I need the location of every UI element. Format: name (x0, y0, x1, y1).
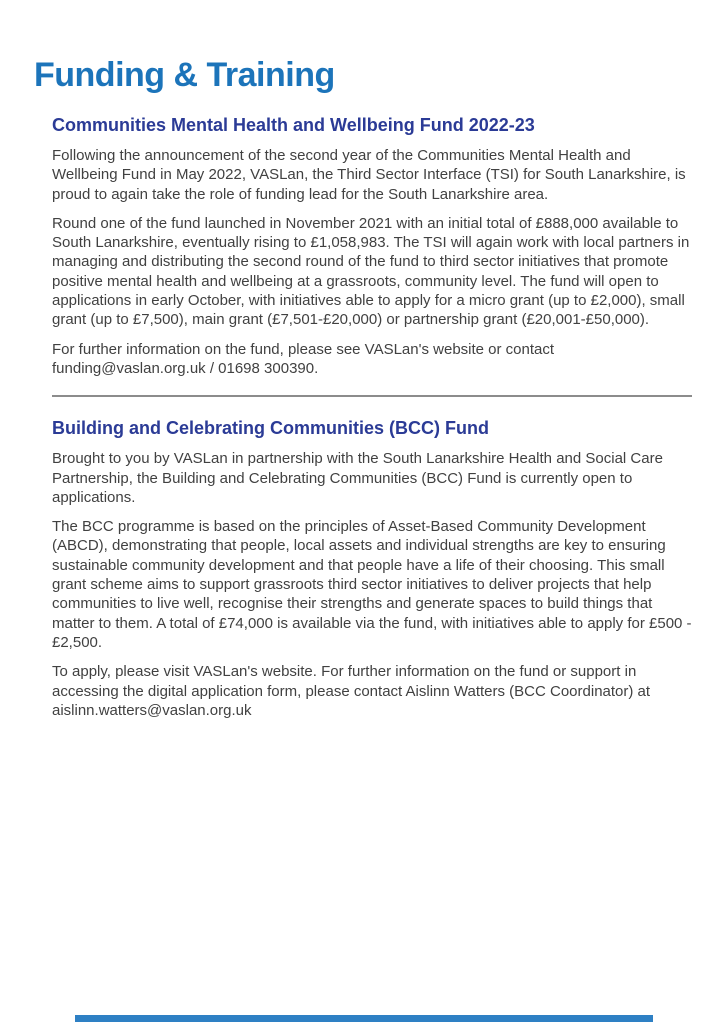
paragraph-cmhw-contact: For further information on the fund, please see VASLan's website or contact funding@vaslan.org.uk / 01698 300390. (52, 340, 555, 377)
section-heading-cmhw-fund: Communities Mental Health and Wellbeing Fund 2022-23 (52, 115, 535, 135)
page-title: Funding & Training (34, 56, 335, 94)
next-section-bar-partial (75, 1015, 653, 1022)
page-content (52, 115, 692, 720)
paragraph-cmhw-round-one: Round one of the fund launched in November 2021 with an initial total of £888,000 available to South Lanarkshire, eventually rising to £1,058,983. The TSI will again work with local partners in managing and distributing the second round of the fund to third sector initiatives that promote positive mental health and wellbeing at a grassroots, community level. The fund will open to applications in early October, with initiatives able to apply for a micro grant (up to £2,000), small grant (up to £7,500), main grant (£7,501-£20,000) or partnership grant (£20,001-£50,000). (52, 214, 690, 329)
section-communities-mental-health-fund (52, 115, 692, 378)
section-bcc-fund (52, 418, 692, 720)
section-heading-bcc-fund: Building and Celebrating Communities (BCC) Fund (52, 418, 489, 439)
paragraph-bcc-intro: Brought to you by VASLan in partnership with the South Lanarkshire Health and Social Care Partnership, the Building and Celebrating Communities (BCC) Fund is currently open to applications. (52, 450, 663, 506)
paragraph-bcc-programme: The BCC programme is based on the principles of Asset-Based Community Development (ABCD), demonstrating that people, local assets and individual strengths are key to ensuring sustainable community development and that people have a life of their choosing. This small grant scheme aims to support grassroots third sector initiatives to deliver projects that help communities to live well, recognise their strengths and generate spaces to build things that matter to them. A total of £74,000 is available via the fund, with initiatives able to apply for £500 - £2,500. (52, 518, 692, 651)
section-divider (52, 395, 692, 397)
paragraph-cmhw-intro: Following the announcement of the second year of the Communities Mental Health and Wellbeing Fund in May 2022, VASLan, the Third Sector Interface (TSI) for South Lanarkshire, is proud to again take the role of funding lead for the South Lanarkshire area. (52, 147, 686, 203)
paragraph-bcc-apply: To apply, please visit VASLan's website. For further information on the fund or support in accessing the digital application form, please contact Aislinn Watters (BCC Coordinator) at aislinn.watters@vaslan.org.uk (52, 663, 651, 719)
